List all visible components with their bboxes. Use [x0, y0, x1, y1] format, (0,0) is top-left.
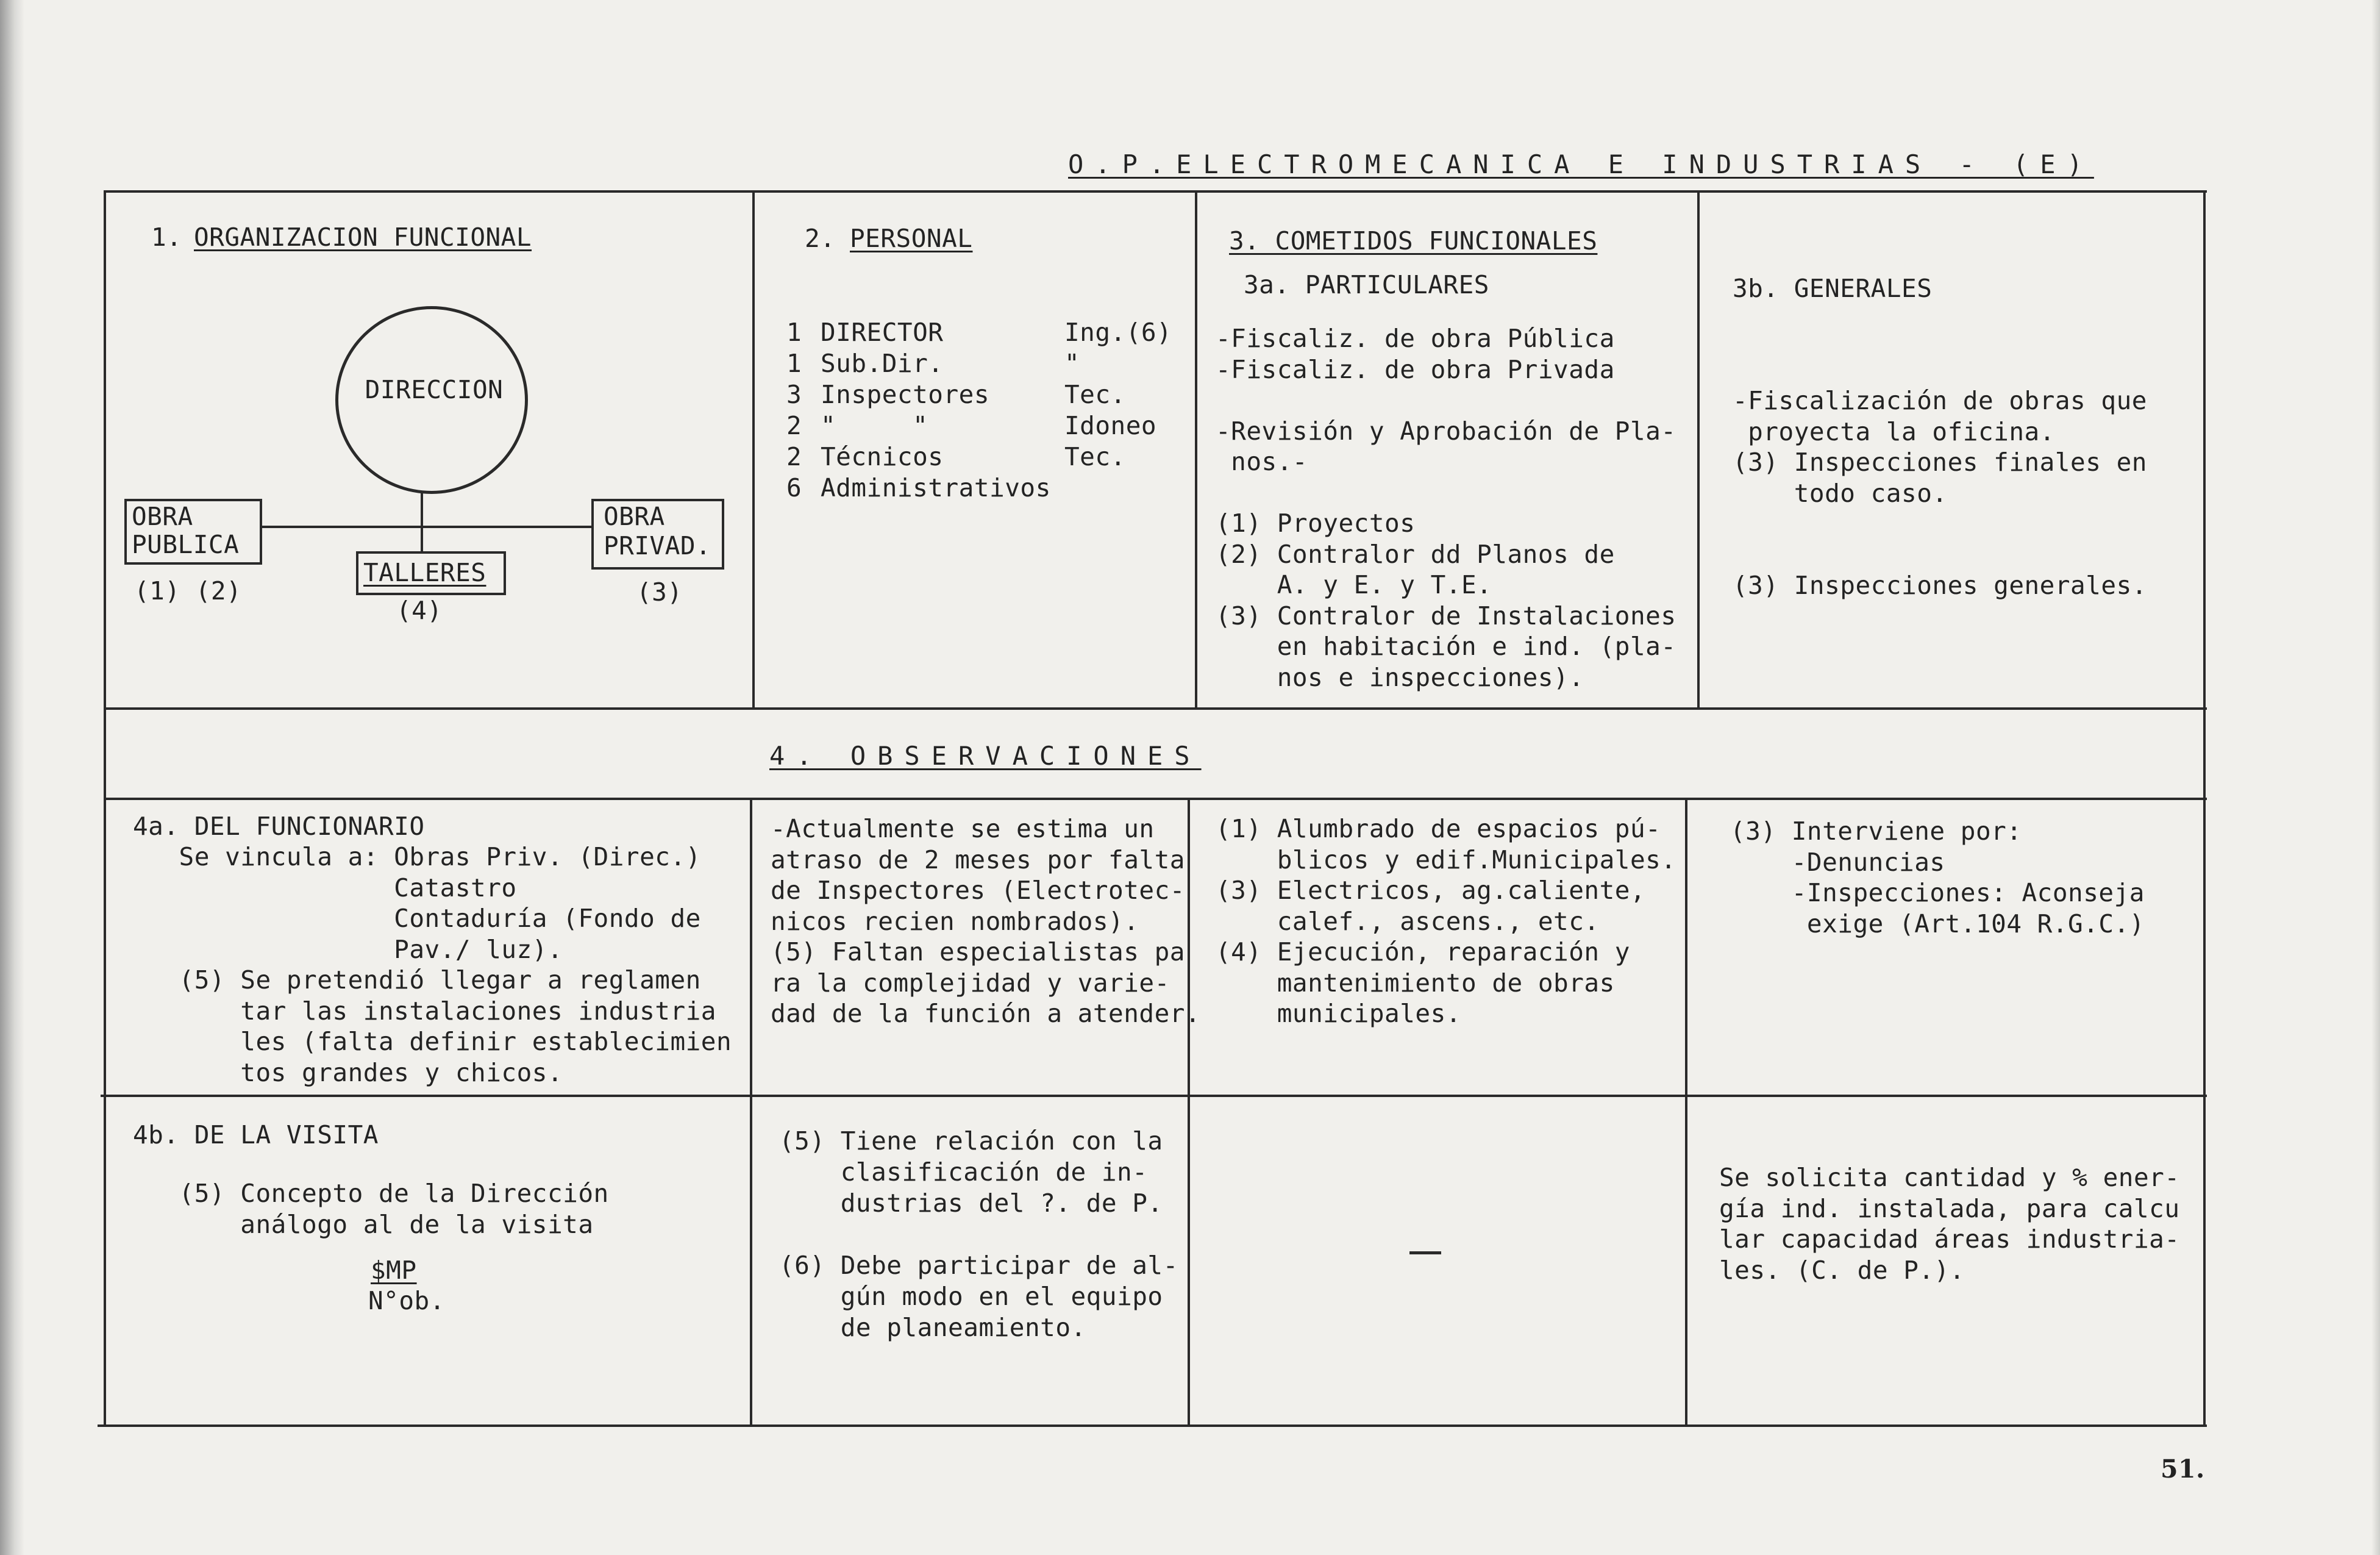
observaciones-title: 4. OBSERVACIONES	[769, 741, 1202, 771]
section2-number: 2.	[805, 224, 836, 253]
staff-qualification: Ing.(6)	[1064, 318, 1172, 347]
generales-line: (3) Inspecciones generales.	[1733, 571, 2147, 600]
org-connector-vertical	[421, 493, 423, 554]
generales-line: -Fiscalización de obras que	[1733, 386, 2147, 415]
funcionario-note-line: dad de la función a atender.	[771, 999, 1201, 1028]
funcionario-note-line: (4) Ejecución, reparación y	[1216, 937, 1630, 967]
org-right-line1: OBRA	[604, 502, 665, 531]
particulares-line: (1) Proyectos	[1216, 509, 1416, 538]
org-left-line1: OBRA	[132, 502, 193, 531]
staff-qualification: Tec.	[1064, 442, 1126, 471]
org-right-note: (3)	[636, 577, 683, 607]
funcionario-note-line: (3) Electricos, ag.caliente,	[1216, 876, 1646, 905]
staff-role: Sub.Dir.	[821, 349, 944, 378]
binding-shadow	[0, 0, 24, 1555]
col-divider-2-bottom	[1188, 798, 1190, 1427]
staff-role: Técnicos	[821, 442, 944, 471]
particulares-line: (2) Contralor dd Planos de	[1216, 539, 1615, 569]
table-bottom-border	[98, 1425, 2207, 1427]
empty-cell-dash	[1409, 1251, 1441, 1254]
staff-count: 6	[786, 473, 802, 502]
particulares-line: A. y E. y T.E.	[1216, 570, 1492, 599]
funcionario-note-line: exige (Art.104 R.G.C.)	[1730, 909, 2145, 938]
visita-note-line: (5) Tiene relación con la	[779, 1126, 1163, 1156]
visita-note-line: clasificación de in-	[779, 1157, 1148, 1187]
funcionario-note-line: municipales.	[1216, 999, 1461, 1028]
funcionario-note-line: (5) Faltan especialistas pa	[771, 937, 1185, 967]
section3a-title: 3a. PARTICULARES	[1244, 270, 1489, 299]
org-right-line2: PRIVAD.	[604, 531, 711, 560]
staff-role: " "	[821, 411, 928, 440]
funcionario-note-line: (1) Alumbrado de espacios pú-	[1216, 814, 1661, 843]
funcionario-note-line: atraso de 2 meses por falta	[771, 845, 1185, 874]
particulares-line: -Fiscaliz. de obra Pública	[1216, 324, 1615, 353]
visita-note-line: dustrias del ?. de P.	[779, 1189, 1163, 1218]
page-edge	[2371, 0, 2380, 1555]
generales-line: (3) Inspecciones finales en	[1733, 448, 2147, 477]
funcionario-note-line: mantenimiento de obras	[1216, 968, 1615, 998]
table-left-border	[104, 190, 106, 1427]
visita-note-line: análogo al de la visita	[133, 1209, 594, 1239]
page-number: 51.	[2161, 1454, 2205, 1484]
staff-count: 1	[786, 318, 802, 347]
staff-count: 2	[786, 411, 802, 440]
funcionario-note-line: de Inspectores (Electrotec-	[771, 876, 1185, 905]
staff-qualification: Tec.	[1064, 380, 1126, 409]
staff-qualification: "	[1064, 349, 1080, 378]
generales-line: proyecta la oficina.	[1733, 416, 2055, 446]
funcionario-note-line: nicos recien nombrados).	[771, 906, 1139, 936]
funcionario-note-line: Catastro	[133, 873, 517, 903]
visita-note-line: gún modo en el equipo	[779, 1282, 1163, 1311]
col-divider-1-top	[752, 190, 755, 710]
section1-title: ORGANIZACION FUNCIONAL	[194, 223, 532, 252]
col-divider-3-top	[1697, 190, 1700, 710]
particulares-line: -Fiscaliz. de obra Privada	[1216, 354, 1615, 384]
fraction-top: $MP	[371, 1256, 417, 1285]
funcionario-note-line: -Actualmente se estima un	[771, 814, 1155, 843]
org-left-line2: PUBLICA	[132, 530, 240, 559]
funcionario-note-line: calef., ascens., etc.	[1216, 906, 1600, 936]
staff-role: Inspectores	[821, 380, 990, 409]
org-connector-horizontal	[261, 526, 591, 528]
particulares-line: en habitación e ind. (pla-	[1216, 632, 1676, 661]
col-divider-3-bottom	[1685, 798, 1687, 1427]
funcionario-note-line: les (falta definir establecimien	[133, 1027, 732, 1056]
funcionario-note-line: Se vincula a: Obras Priv. (Direc.)	[133, 842, 701, 871]
funcionario-note-line: (3) Interviene por:	[1730, 817, 2022, 846]
org-center-label: DIRECCION	[365, 375, 504, 404]
staff-qualification: Idoneo	[1064, 411, 1157, 440]
particulares-line: nos e inspecciones).	[1216, 662, 1584, 692]
org-bottom-note: (4)	[396, 596, 443, 625]
visita-note-line: lar capacidad áreas industria-	[1719, 1224, 2180, 1254]
funcionario-note-line: -Inspecciones: Aconseja	[1730, 878, 2145, 907]
particulares-line: (3) Contralor de Instalaciones	[1216, 601, 1676, 631]
staff-count: 2	[786, 442, 802, 471]
staff-role: DIRECTOR	[821, 318, 944, 347]
col-divider-1-bottom	[750, 798, 752, 1427]
funcionario-note-line: blicos y edif.Municipales.	[1216, 845, 1676, 874]
generales-line: todo caso.	[1733, 478, 1948, 508]
observaciones-bottom-border	[104, 798, 2207, 800]
section4a-title: 4a. DEL FUNCIONARIO	[133, 812, 425, 841]
funcionario-note-line: Pav./ luz).	[133, 934, 563, 964]
visita-note-line: (6) Debe participar de al-	[779, 1251, 1178, 1280]
org-bottom-label: TALLERES	[363, 558, 486, 587]
staff-count: 1	[786, 349, 802, 378]
table-top-border	[104, 190, 2207, 193]
funcionario-note-line: ra la complejidad y varie-	[771, 968, 1170, 998]
visita-note-line: de planeamiento.	[779, 1313, 1086, 1342]
section3-title: 3. COMETIDOS FUNCIONALES	[1229, 226, 1598, 256]
fraction-bottom: N°ob.	[368, 1286, 445, 1315]
funcionario-note-line: tos grandes y chicos.	[133, 1057, 563, 1087]
section4b-title: 4b. DE LA VISITA	[133, 1120, 379, 1149]
visita-note-line: Se solicita cantidad y % ener-	[1719, 1163, 2180, 1192]
funcionario-note-line: (5) Se pretendió llegar a reglamen	[133, 965, 701, 995]
funcionario-note-line: Contaduría (Fondo de	[133, 904, 701, 933]
row4a-bottom-border	[101, 1095, 2207, 1097]
particulares-line: -Revisión y Aprobación de Pla-	[1216, 416, 1676, 446]
page-header-title: O.P.ELECTROMECANICA E INDUSTRIAS - (E)	[1068, 149, 2094, 179]
section3b-title: 3b. GENERALES	[1733, 274, 1933, 303]
section2-title: PERSONAL	[850, 224, 973, 253]
visita-note-line: les. (C. de P.).	[1719, 1255, 1965, 1285]
funcionario-note-line: tar las instalaciones industria	[133, 996, 716, 1026]
particulares-line: nos.-	[1216, 447, 1308, 476]
table-right-border	[2203, 190, 2206, 1427]
col-divider-2-top	[1195, 190, 1197, 710]
visita-note-line: gía ind. instalada, para calcu	[1719, 1193, 2180, 1223]
funcionario-note-line: -Denuncias	[1730, 847, 1945, 877]
staff-role: Administrativos	[821, 473, 1051, 502]
visita-note-line: (5) Concepto de la Dirección	[133, 1179, 609, 1208]
row1-bottom-border	[104, 707, 2207, 710]
staff-count: 3	[786, 380, 802, 409]
org-left-note: (1) (2)	[134, 576, 242, 606]
section1-number: 1.	[151, 223, 182, 252]
